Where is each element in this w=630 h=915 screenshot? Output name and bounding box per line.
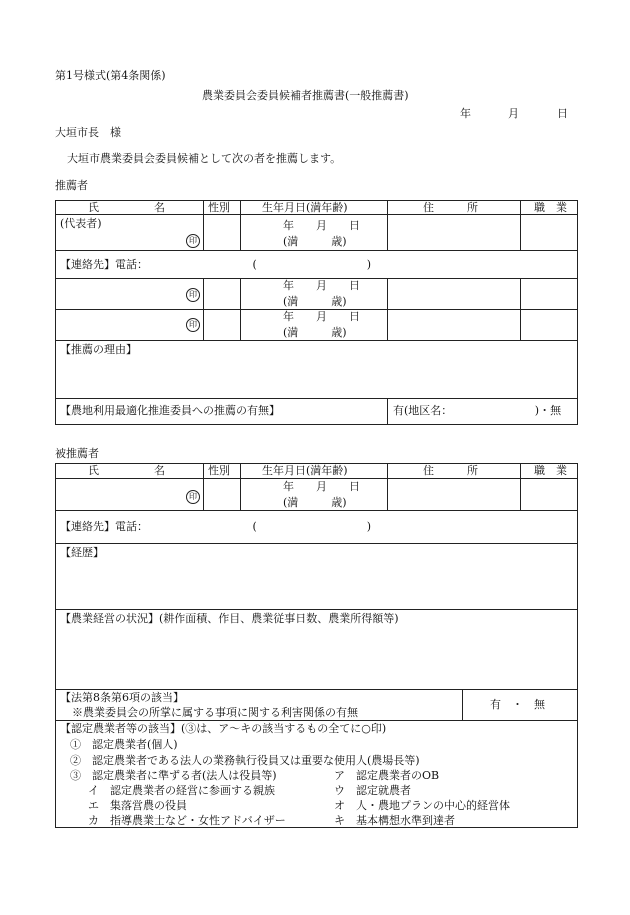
recommender-heading: 推薦者 — [55, 179, 88, 192]
cert-option: エ 集落営農の役員 — [88, 799, 187, 812]
addressee: 大垣市長 様 — [55, 126, 121, 139]
law-title: 【法第8条第6項の該当】 — [60, 691, 184, 704]
farm-status-label: 【農業経営の状況】(耕作面積、作目、農業従事日数、農業所得額等) — [60, 612, 399, 625]
birth-age: (満 歳) — [283, 496, 347, 509]
recommender-contact: 【連絡先】電話： ( ) — [60, 258, 372, 271]
cert-line: ② 認定農業者である法人の業務執行役員又は重要な使用人(農場長等) — [70, 754, 420, 767]
birth-date: 年 月 日 — [283, 219, 360, 232]
representative-label: (代表者) — [60, 217, 102, 230]
nominee-contact: 【連絡先】電話： ( ) — [60, 520, 372, 533]
birth-date: 年 月 日 — [283, 480, 360, 493]
cert-line: ① 認定農業者(個人) — [70, 738, 178, 751]
header-birth: 生年月日(満年齢) — [262, 464, 348, 477]
cert-line: ③ 認定農業者に準ずる者(法人は役員等) — [70, 769, 277, 782]
career-label: 【経歴】 — [60, 546, 104, 559]
date-day-label: 日 — [557, 107, 568, 120]
cert-option: カ 指導農業士など・女性アドバイザー — [88, 814, 286, 827]
cert-option: オ 人・農地プランの中心的経営体 — [334, 799, 510, 812]
birth-date: 年 月 日 — [283, 310, 360, 323]
intro-text: 大垣市農業委員会委員候補として次の者を推薦します。 — [67, 152, 342, 165]
date-year-label: 年 — [460, 107, 471, 120]
date-month-label: 月 — [508, 107, 519, 120]
header-name: 氏 名 — [88, 464, 165, 477]
form-number: 第1号様式(第4条関係) — [55, 69, 166, 82]
cert-option: イ 認定農業者の経営に参画する親族 — [88, 784, 275, 797]
header-birth: 生年月日(満年齢) — [262, 201, 348, 214]
birth-age: (満 歳) — [283, 235, 347, 248]
cert-option: ウ 認定就農者 — [334, 784, 411, 797]
birth-age: (満 歳) — [283, 295, 347, 308]
seal-mark: 印 — [186, 234, 200, 248]
header-address: 住 所 — [423, 201, 478, 214]
header-name: 氏 名 — [88, 201, 165, 214]
seal-mark: 印 — [186, 490, 200, 504]
document-title: 農業委員会委員候補者推薦書(一般推薦書) — [202, 89, 409, 102]
cert-title: 【認定農業者等の該当】(③は、ア～キの該当するもの全てに○印) — [60, 722, 387, 735]
header-address: 住 所 — [423, 464, 478, 477]
seal-mark: 印 — [186, 288, 200, 302]
header-job: 職 業 — [534, 201, 567, 214]
header-sex: 性別 — [208, 464, 230, 477]
nominee-heading: 被推薦者 — [55, 447, 99, 460]
promotion-answer: 有(地区名： )・無 — [393, 404, 562, 417]
law-note: ※農業委員会の所掌に属する事項に関する利害関係の有無 — [72, 706, 358, 719]
reason-label: 【推薦の理由】 — [60, 343, 137, 356]
cert-option: ア 認定農業者のOB — [334, 769, 440, 782]
seal-mark: 印 — [186, 318, 200, 332]
header-job: 職 業 — [534, 464, 567, 477]
birth-date: 年 月 日 — [283, 279, 360, 292]
birth-age: (満 歳) — [283, 326, 347, 339]
law-answer: 有 ・ 無 — [490, 698, 545, 711]
header-sex: 性別 — [208, 201, 230, 214]
promotion-question: 【農地利用最適化推進委員への推薦の有無】 — [60, 404, 280, 417]
cert-option: キ 基本構想水準到達者 — [334, 814, 455, 827]
